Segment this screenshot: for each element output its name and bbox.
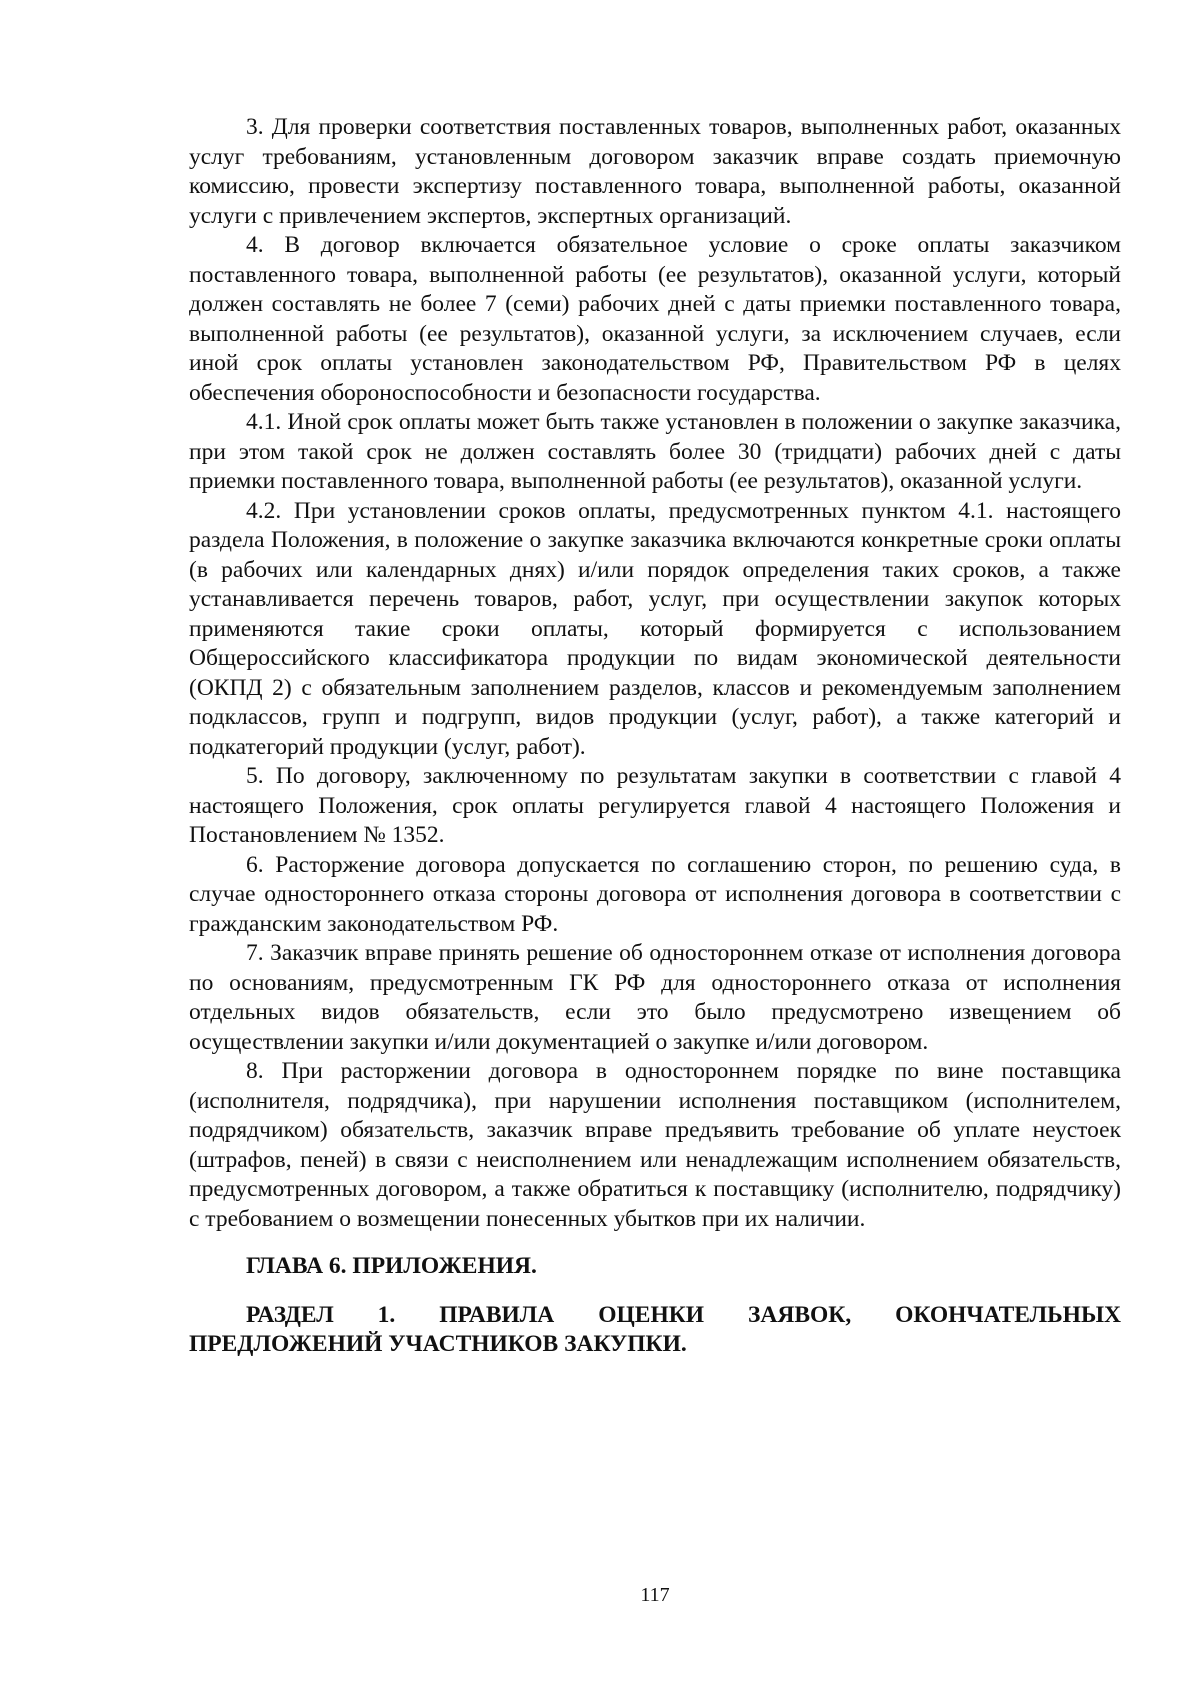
chapter-heading: ГЛАВА 6. ПРИЛОЖЕНИЯ. bbox=[246, 1253, 537, 1279]
paragraph-4-1-other-payment-term: 4.1. Иной срок оплаты может быть также установлен в положении о закупке заказчика, при этом такой срок не должен составлять более 30 (тридцати) рабочих дней с даты приемки поставленного товара, выполненной работы (ее результатов), оказанной услуги. bbox=[189, 409, 1121, 494]
page-number: 117 bbox=[640, 1584, 670, 1606]
paragraph-4-2-payment-term-setup: 4.2. При установлении сроков оплаты, предусмотренных пунктом 4.1. настоящего раздела Положения, в положение о закупке заказчика включаются конкретные сроки оплаты (в рабочих или календарных днях) и/или порядок определения таких сроков, а также устанавливается перечень товаров, работ, услуг, при осуществлении закупок которых применяются такие сроки оплаты, который формируется с использованием Общероссийского классификатора продукции по видам экономической деятельности (ОКПД 2) с обязательным заполнением разделов, классов и рекомендуемым заполнением подклассов, групп и подгрупп, видов продукции (услуг, работ), а также категорий и подкатегорий продукции (услуг, работ). bbox=[189, 497, 1121, 760]
paragraph-6-termination: 6. Расторжение договора допускается по соглашению сторон, по решению суда, в случае одностороннего отказа стороны договора от исполнения договора в соответствии с гражданским законодательством РФ. bbox=[189, 851, 1121, 937]
document-page bbox=[189, 113, 1121, 1360]
paragraph-4-payment-term: 4. В договор включается обязательное условие о сроке оплаты заказчиком поставленного товара, выполненной работы (ее результатов), оказанной услуги, который должен составлять не более 7 (семи) рабочих дней с даты приемки поставленного товара, выполненной работы (ее результатов), оказанной услуги, за исключением случаев, если иной срок оплаты установлен законодательством РФ, Правительством РФ в целях обеспечения обороноспособности и безопасности государства. bbox=[189, 232, 1121, 406]
section-heading: РАЗДЕЛ 1. ПРАВИЛА ОЦЕНКИ ЗАЯВОК, ОКОНЧАТЕЛЬНЫХ ПРЕДЛОЖЕНИЙ УЧАСТНИКОВ ЗАКУПКИ. bbox=[189, 1301, 1121, 1357]
paragraph-5-chapter-4-contract: 5. По договору, заключенному по результатам закупки в соответствии с главой 4 настоящего Положения, срок оплаты регулируется главой 4 настоящего Положения и Постановлением № 1352. bbox=[189, 763, 1121, 848]
paragraph-8-penalties: 8. При расторжении договора в одностороннем порядке по вине поставщика (исполнителя, подрядчика), при нарушении исполнения поставщиком (исполнителем, подрядчиком) обязательств, заказчик вправе предъявить требование об уплате неустоек (штрафов, пеней) в связи с неисполнением или ненадлежащим исполнением обязательств, предусмотренных договором, а также обратиться к поставщику (исполнителю, подрядчику) с требованием о возмещении понесенных убытков при их наличии. bbox=[189, 1058, 1121, 1232]
paragraph-7-unilateral-refusal: 7. Заказчик вправе принять решение об одностороннем отказе от исполнения договора по основаниям, предусмотренным ГК РФ для одностороннего отказа от исполнения отдельных видов обязательств, если это было предусмотрено извещением об осуществлении закупки и/или документацией о закупке и/или договором. bbox=[189, 940, 1121, 1055]
paragraph-3-acceptance-check: 3. Для проверки соответствия поставленных товаров, выполненных работ, оказанных услуг требованиям, установленным договором заказчик вправе создать приемочную комиссию, провести экспертизу поставленного товара, выполненной работы, оказанной услуги с привлечением экспертов, экспертных организаций. bbox=[189, 114, 1121, 229]
